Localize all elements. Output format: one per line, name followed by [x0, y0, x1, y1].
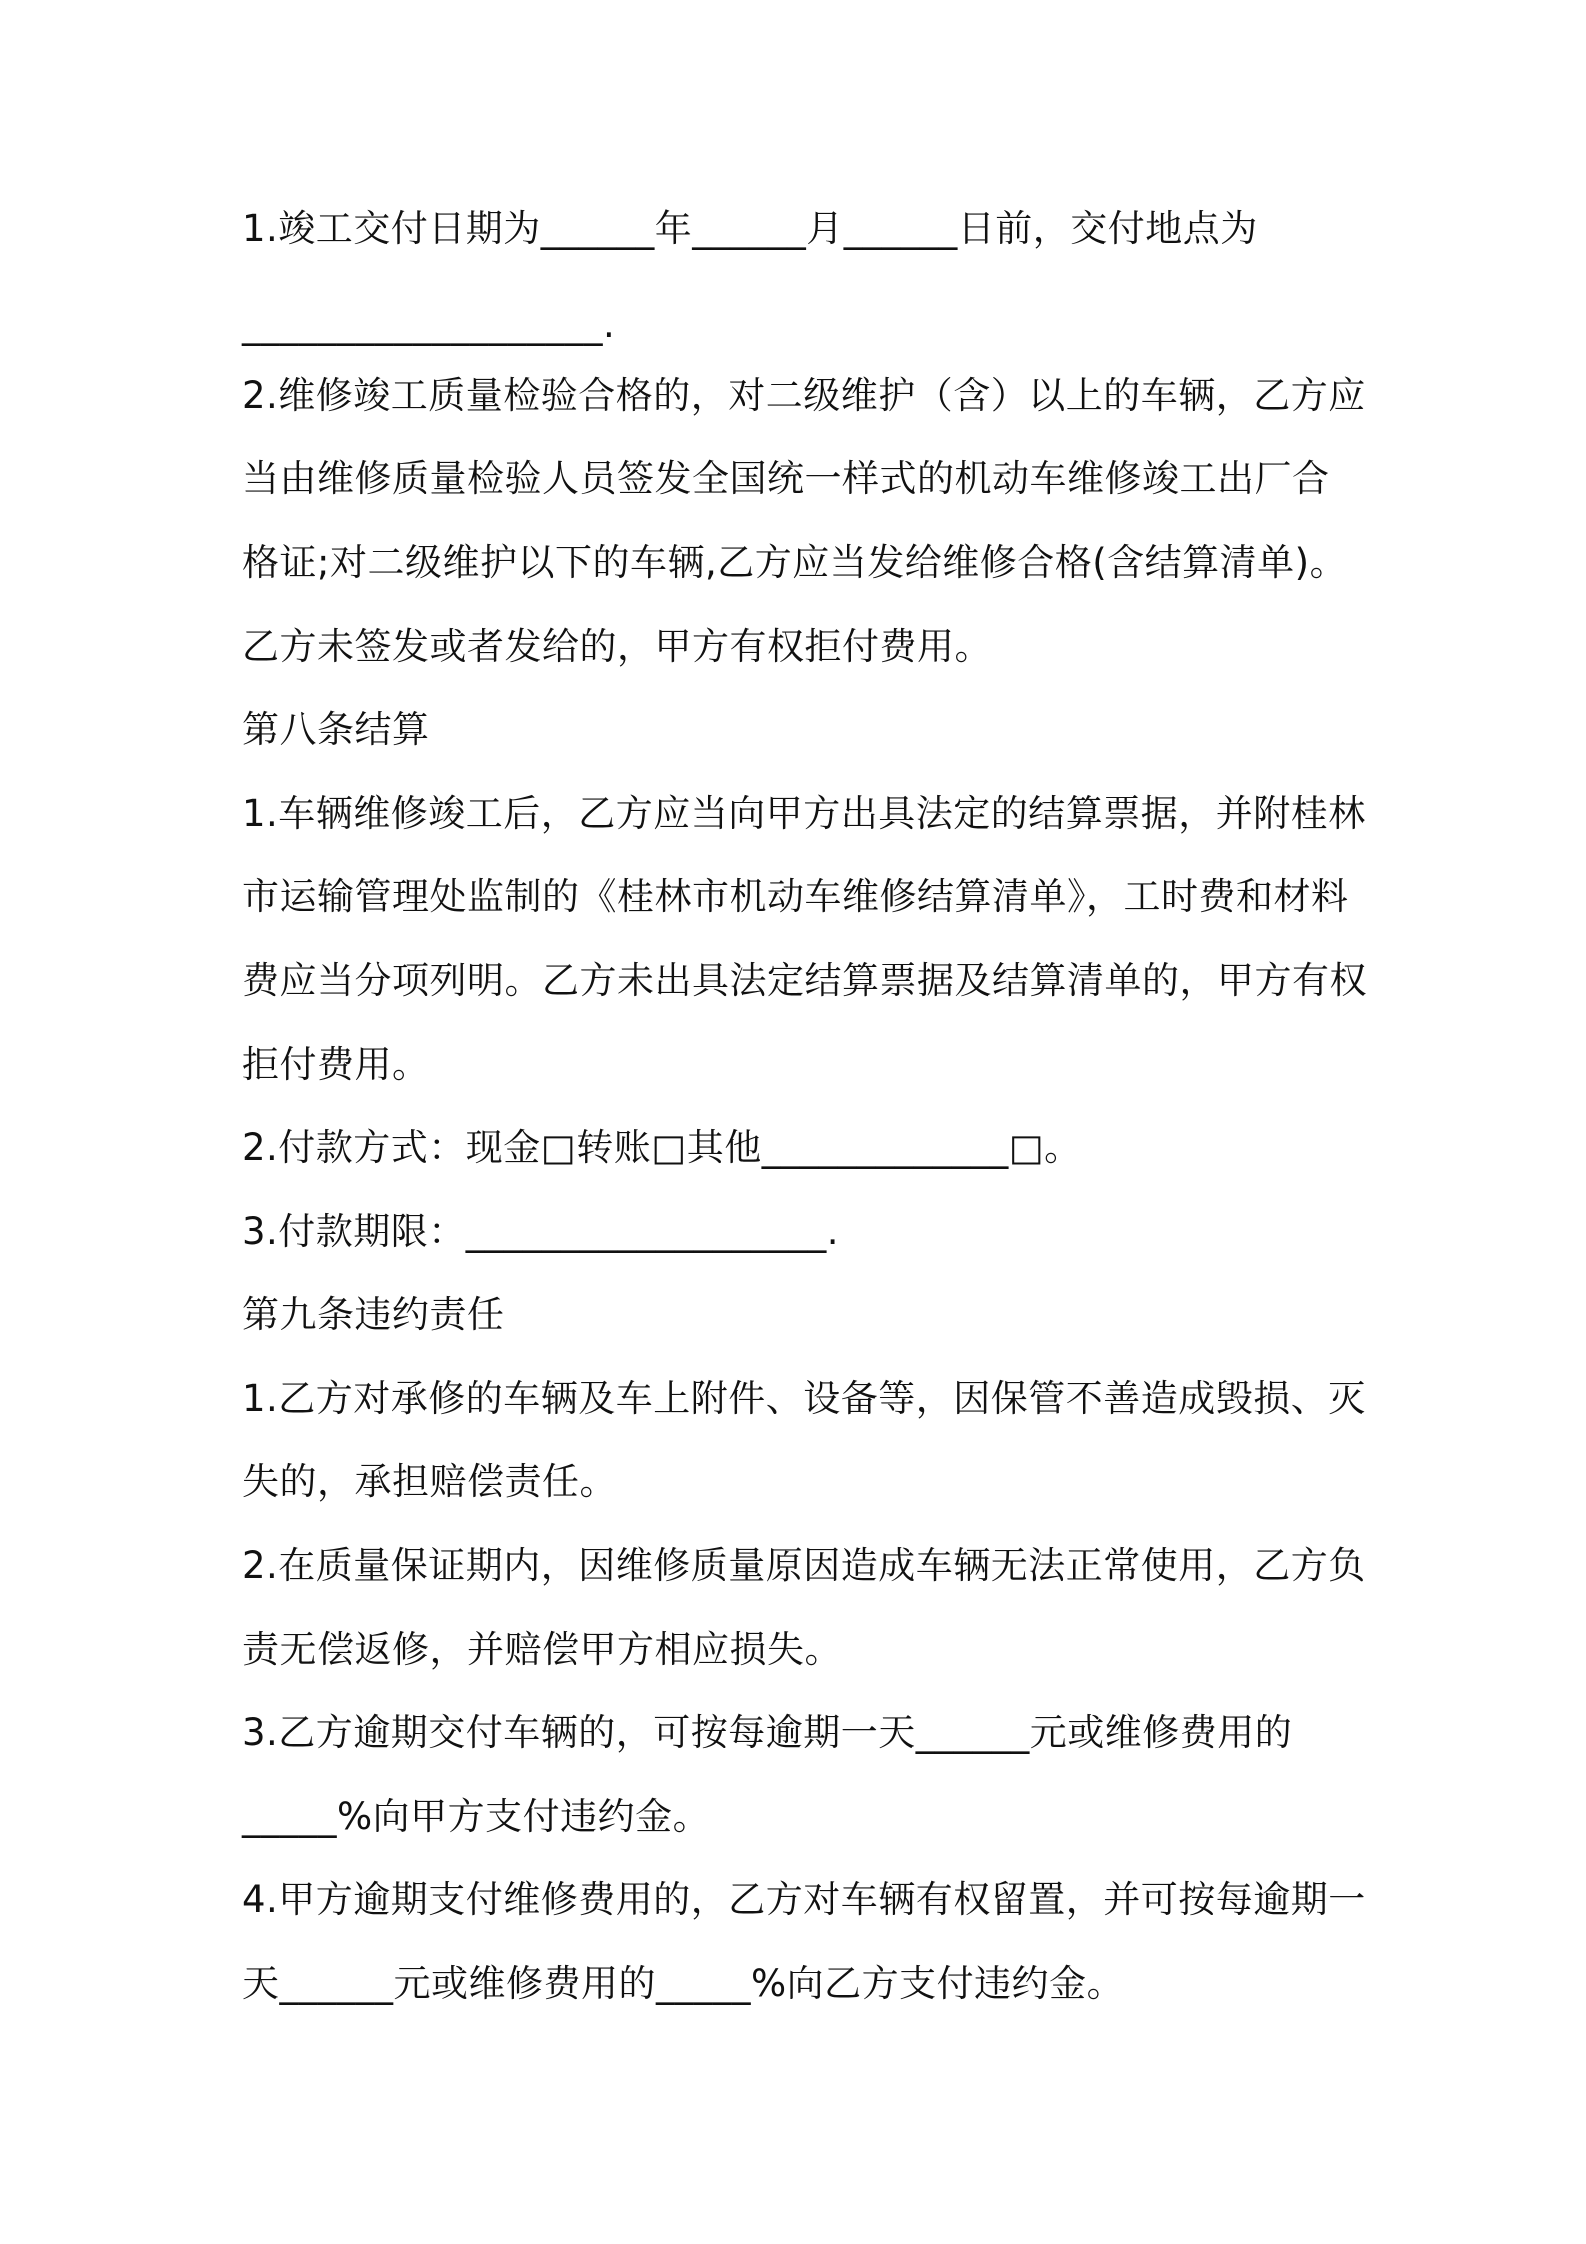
- article-9-heading: 第九条违约责任: [242, 1293, 505, 1336]
- clause-quality-check-line-4: 乙方未签发或者发给的，甲方有权拒付费用。: [242, 625, 992, 668]
- clause-liability-4-line-1: 4.甲方逾期支付维修费用的，乙方对车辆有权留置，并可按每逾期一: [242, 1878, 1366, 1921]
- delivery-location-blank: ___________________.: [242, 303, 616, 346]
- clause-liability-1-line-1: 1.乙方对承修的车辆及车上附件、设备等，因保管不善造成毁损、灭: [242, 1377, 1366, 1420]
- clause-quality-check-line-1: 2.维修竣工质量检验合格的，对二级维护（含）以上的车辆，乙方应: [242, 374, 1366, 417]
- clause-settlement-line-3: 费应当分项列明。乙方未出具法定结算票据及结算清单的，甲方有权: [242, 959, 1367, 1002]
- clause-liability-3-line-1: 3.乙方逾期交付车辆的，可按每逾期一天______元或维修费用的: [242, 1711, 1293, 1754]
- clause-quality-check-line-2: 当由维修质量检验人员签发全国统一样式的机动车维修竣工出厂合: [242, 457, 1330, 500]
- clause-settlement-line-4: 拒付费用。: [242, 1043, 430, 1086]
- clause-payment-deadline: 3.付款期限：___________________.: [242, 1210, 840, 1253]
- clause-liability-1-line-2: 失的，承担赔偿责任。: [242, 1460, 617, 1503]
- clause-settlement-line-1: 1.车辆维修竣工后，乙方应当向甲方出具法定的结算票据，并附桂林: [242, 792, 1366, 835]
- clause-liability-2-line-1: 2.在质量保证期内，因维修质量原因造成车辆无法正常使用，乙方负: [242, 1544, 1366, 1587]
- clause-liability-4-line-2: 天______元或维修费用的_____%向乙方支付违约金。: [242, 1962, 1125, 2005]
- clause-quality-check-line-3: 格证;对二级维护以下的车辆,乙方应当发给维修合格(含结算清单)。: [242, 541, 1348, 584]
- clause-liability-2-line-2: 责无偿返修，并赔偿甲方相应损失。: [242, 1628, 842, 1671]
- clause-payment-method: 2.付款方式：现金□转账□其他_____________□。: [242, 1126, 1082, 1169]
- clause-settlement-line-2: 市运输管理处监制的《桂林市机动车维修结算清单》，工时费和材料: [242, 875, 1349, 918]
- article-8-heading: 第八条结算: [242, 708, 430, 751]
- clause-liability-3-line-2: _____%向甲方支付违约金。: [242, 1795, 711, 1838]
- clause-completion-date: 1.竣工交付日期为______年______月______日前，交付地点为: [242, 207, 1258, 250]
